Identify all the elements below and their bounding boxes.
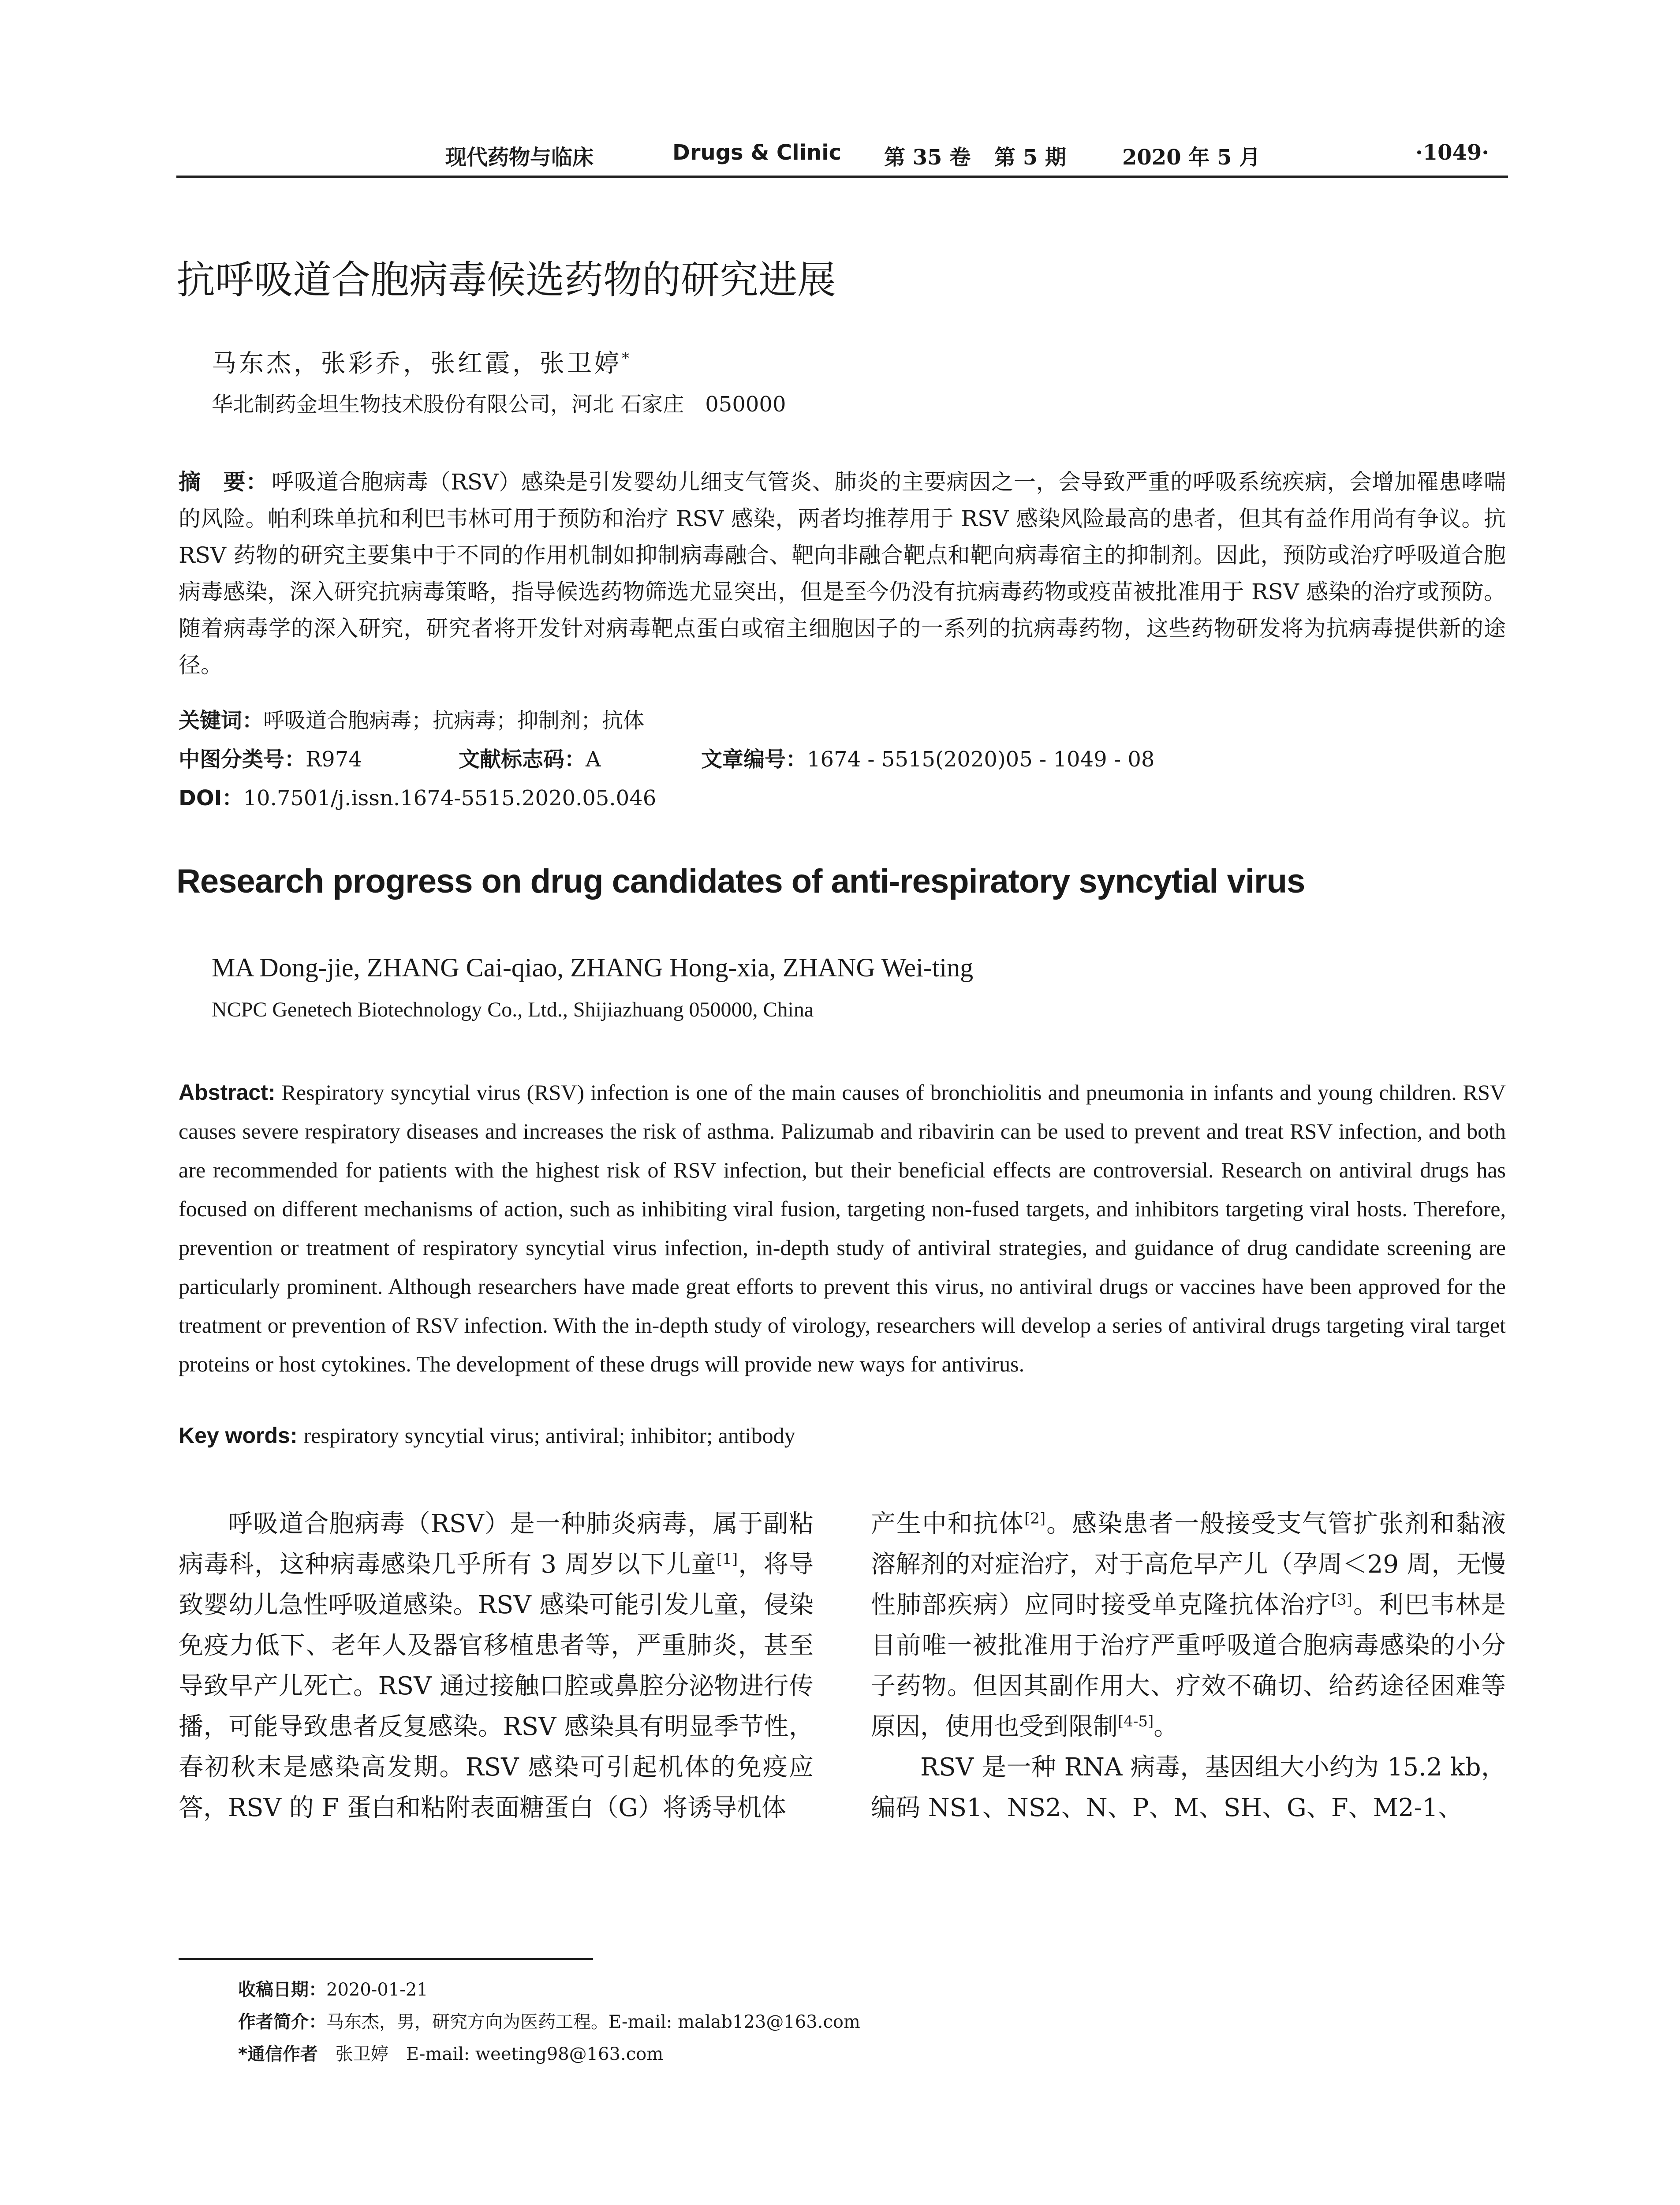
clc-value: R974 bbox=[306, 747, 362, 772]
abstract-cn bbox=[179, 464, 1506, 684]
citation-ref[interactable]: [3] bbox=[1331, 1591, 1353, 1609]
footnote-received bbox=[238, 1976, 428, 2001]
footnote-author-bio bbox=[238, 2008, 860, 2033]
abstract-cn-text: 呼吸道合胞病毒（RSV）感染是引发婴幼儿细支气管炎、肺炎的主要病因之一，会导致严重的呼吸系统疾病，会增加罹患哮喘的风险。帕利珠单抗和利巴韦林可用于预防和治疗 RSV 感染，两者均推荐用于 RSV 感染风险最高的患者，但其有益作用尚有争议。抗 RSV 药物的研究主要集中于不同的作用机制如抑制病毒融合、靶向非融合靶点和靶向病毒宿主的抑制剂。因此，预防或治疗呼吸道合胞病毒感染，深入研究抗病毒策略，指导候选药物筛选尤显突出，但是至今仍没有抗病毒药物或疫苗被批准用于 RSV 感染的治疗或预防。随着病毒学的深入研究，研究者将开发针对病毒靶点蛋白或宿主细胞因子的一系列的抗病毒药物，这些药物研发将为抗病毒提供新的途径。 bbox=[179, 469, 1506, 678]
bio-text: 马东杰，男，研究方向为医药工程。E-mail: malab123@163.com bbox=[326, 2012, 860, 2032]
affiliation-cn: 华北制药金坦生物技术股份有限公司，河北 石家庄 050000 bbox=[212, 392, 786, 417]
body-text: 。 bbox=[1154, 1712, 1179, 1741]
footnote-rule bbox=[179, 1958, 593, 1960]
keywords-en bbox=[179, 1423, 795, 1448]
corr-label: *通信作者 bbox=[238, 2044, 318, 2064]
body-text: RSV 是一种 RNA 病毒，基因组大小约为 15.2 kb，编码 NS1、NS2、N、P、M、SH、G、F、M2-1、 bbox=[871, 1753, 1506, 1822]
body-column-left bbox=[179, 1504, 814, 1828]
body-paragraph bbox=[871, 1747, 1506, 1828]
classification-article bbox=[701, 742, 1154, 773]
journal-name-cn: 现代药物与临床 bbox=[445, 145, 594, 170]
doc-label: 文献标志码： bbox=[459, 747, 586, 772]
doc-value: A bbox=[586, 747, 601, 772]
classification-doc bbox=[459, 742, 601, 773]
body-text: 。感染患者一般接受支气管扩张剂和黏液溶解剂的对症治疗，对于高危早产儿（孕周＜29 周，无慢性肺部疾病）应同时接受单克隆抗体治疗 bbox=[871, 1510, 1506, 1619]
keywords-cn-text: 呼吸道合胞病毒；抗病毒；抑制剂；抗体 bbox=[263, 708, 645, 733]
abstract-en-label: Abstract: bbox=[179, 1080, 276, 1105]
citation-ref[interactable]: [2] bbox=[1024, 1510, 1046, 1528]
title-en: Research progress on drug candidates of anti-respiratory syncytial virus bbox=[176, 863, 1305, 900]
doi-label: DOI： bbox=[179, 786, 243, 811]
bio-label: 作者简介： bbox=[238, 2012, 326, 2032]
journal-name-en: Drugs & Clinic bbox=[672, 140, 842, 165]
keywords-en-label: Key words: bbox=[179, 1423, 298, 1448]
doi bbox=[179, 781, 656, 811]
citation-ref[interactable]: [4-5] bbox=[1118, 1712, 1154, 1730]
citation-ref[interactable]: [1] bbox=[716, 1550, 738, 1568]
body-paragraph bbox=[871, 1504, 1506, 1747]
footnote-corresponding bbox=[238, 2040, 663, 2065]
page-number: ·1049· bbox=[1415, 140, 1490, 165]
corr-text: 张卫婷 E-mail: weeting98@163.com bbox=[335, 2044, 664, 2064]
clc-label: 中图分类号： bbox=[179, 747, 306, 772]
classification-clc bbox=[179, 742, 362, 773]
body-text: 。利巴韦林是目前唯一被批准用于治疗严重呼吸道合胞病毒感染的小分子药物。但因其副作用大、疗效不确切、给药途径困难等原因，使用也受到限制 bbox=[871, 1591, 1506, 1741]
issue: 第 5 期 bbox=[994, 145, 1066, 170]
affiliation-en: NCPC Genetech Biotechnology Co., Ltd., Shijiazhuang 050000, China bbox=[212, 998, 814, 1021]
article-value: 1674 - 5515(2020)05 - 1049 - 08 bbox=[807, 747, 1155, 772]
body-paragraph bbox=[179, 1504, 814, 1828]
corresponding-mark: * bbox=[622, 349, 632, 367]
authors-cn bbox=[212, 344, 632, 379]
article-label: 文章编号： bbox=[701, 747, 807, 772]
issue-date: 2020 年 5 月 bbox=[1122, 145, 1261, 170]
keywords-cn bbox=[179, 703, 644, 734]
body-text: ，将导致婴幼儿急性呼吸道感染。RSV 感染可能引发儿童，侵染免疫力低下、老年人及器官移植患者等，严重肺炎，甚至导致早产儿死亡。RSV 通过接触口腔或鼻腔分泌物进行传播，可能导致患者反复感染。RSV 感染具有明显季节性，春初秋末是感染高发期。RSV 感染可引起机体的免疫应答，RSV 的 F 蛋白和粘附表面糖蛋白（G）将诱导机体 bbox=[179, 1550, 814, 1822]
keywords-cn-label: 关键词： bbox=[179, 708, 264, 733]
header-rule bbox=[176, 176, 1508, 178]
received-date: 2020-01-21 bbox=[326, 1980, 428, 2000]
volume: 第 35 卷 bbox=[884, 145, 971, 170]
doi-value: 10.7501/j.issn.1674-5515.2020.05.046 bbox=[243, 786, 657, 811]
authors-cn-names: 马东杰，张彩乔，张红霞，张卫婷 bbox=[212, 349, 622, 378]
abstract-en-text: Respiratory syncytial virus (RSV) infection is one of the main causes of bronchiolitis and pneumonia in infants and young children. RSV causes severe respiratory diseases and increases the risk of asthma. Palizumab and ribavirin can be used to prevent and treat RSV infection, and both are recommended for patients with the highest risk of RSV infection, but their beneficial effects are controversial. Research on antiviral drugs has focused on different mechanisms of action, such as inhibiting viral fusion, targeting non-fused targets, and inhibitors targeting viral hosts. Therefore, prevention or treatment of respiratory syncytial virus infection, in-depth study of antiviral strategies, and guidance of drug candidate screening are particularly prominent. Although researchers have made great efforts to prevent this virus, no antiviral drugs or vaccines have been approved for the treatment or prevention of RSV infection. With the in-depth study of virology, researchers will develop a series of antiviral drugs targeting viral target proteins or host cytokines. The development of these drugs will provide new ways for antivirus. bbox=[179, 1080, 1506, 1376]
authors-en: MA Dong-jie, ZHANG Cai-qiao, ZHANG Hong-xia, ZHANG Wei-ting bbox=[212, 953, 974, 982]
body-text: 产生中和抗体 bbox=[871, 1510, 1024, 1538]
keywords-en-text: respiratory syncytial virus; antiviral; inhibitor; antibody bbox=[303, 1423, 795, 1448]
received-label: 收稿日期： bbox=[238, 1980, 326, 2000]
body-column-right bbox=[871, 1504, 1506, 1828]
abstract-cn-label: 摘 要： bbox=[179, 469, 269, 495]
title-cn: 抗呼吸道合胞病毒候选药物的研究进展 bbox=[176, 257, 836, 303]
abstract-en bbox=[179, 1073, 1506, 1383]
body-text: 呼吸道合胞病毒（RSV）是一种肺炎病毒，属于副粘病毒科，这种病毒感染几乎所有 3 周岁以下儿童 bbox=[179, 1510, 814, 1579]
